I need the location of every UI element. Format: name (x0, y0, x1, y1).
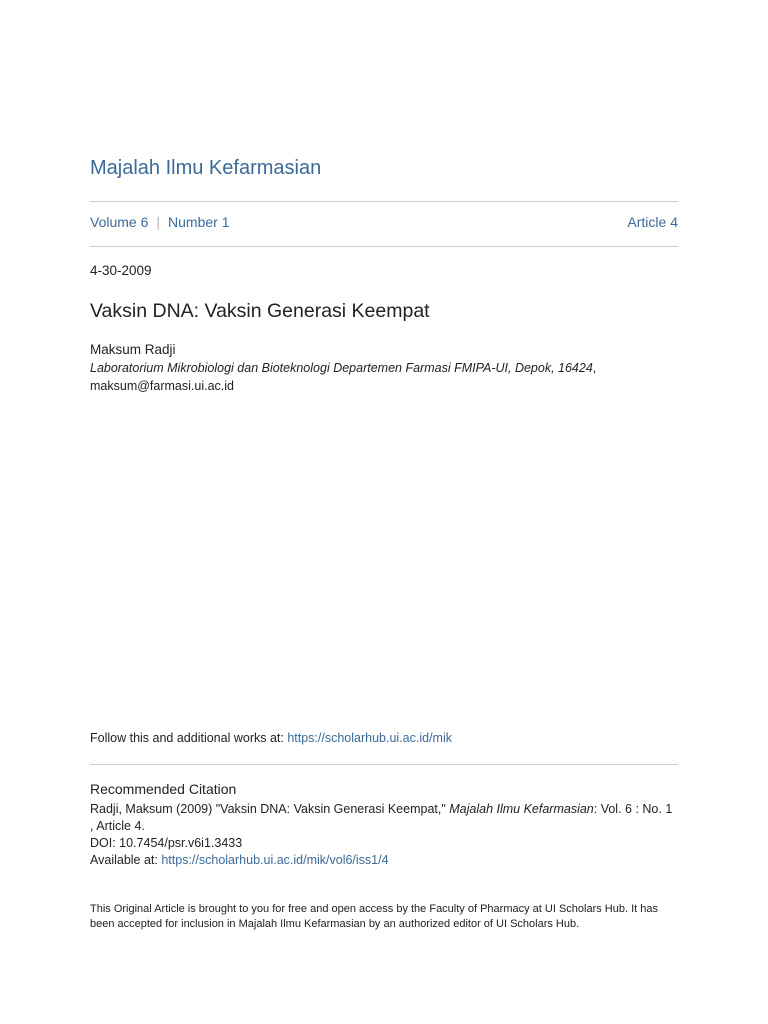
issue-nav (90, 214, 678, 230)
article-title: Vaksin DNA: Vaksin Generasi Keempat (90, 300, 430, 322)
author-name: Maksum Radji (90, 342, 176, 357)
affiliation-separator: , (592, 361, 597, 375)
publication-date: 4-30-2009 (90, 263, 152, 278)
divider-top (90, 201, 678, 202)
citation-doi: DOI: 10.7454/psr.v6i1.3433 (90, 836, 243, 850)
available-link[interactable]: https://scholarhub.ui.ac.id/mik/vol6/iss1/4 (161, 853, 389, 867)
citation-block (90, 801, 678, 869)
citation-heading: Recommended Citation (90, 781, 237, 797)
follow-link[interactable]: https://scholarhub.ui.ac.id/mik (287, 731, 452, 745)
follow-line (90, 731, 452, 745)
follow-text: Follow this and additional works at: (90, 731, 288, 745)
available-label: Available at: (90, 853, 162, 867)
citation-journal: Majalah Ilmu Kefarmasian (449, 802, 594, 816)
divider-bottom (90, 246, 678, 247)
breadcrumb-separator: | (156, 214, 161, 230)
article-number-link[interactable]: Article 4 (627, 214, 678, 230)
citation-suffix: : Vol. 6 : No. 1 , Article 4. (90, 802, 673, 833)
volume-link[interactable]: Volume 6 (90, 214, 149, 230)
journal-title-link[interactable]: Majalah Ilmu Kefarmasian (90, 157, 322, 179)
access-note: This Original Article is brought to you for free and open access by the Faculty of Pharmacy at UI Scholars Hub. It has been accepted for inclusion in Majalah Ilmu Kefarmasian by an authorized editor of UI Scholars Hub. (90, 903, 658, 930)
author-email: maksum@farmasi.ui.ac.id (90, 378, 234, 393)
author-affiliation: Laboratorium Mikrobiologi dan Bioteknologi Departemen Farmasi FMIPA-UI, Depok, 16424 (90, 361, 593, 375)
issue-breadcrumb (90, 214, 229, 230)
citation-prefix: Radji, Maksum (2009) "Vaksin DNA: Vaksin Generasi Keempat," (90, 802, 450, 816)
number-link[interactable]: Number 1 (168, 214, 230, 230)
divider-citation (90, 764, 678, 765)
author-affiliation-block (90, 360, 678, 395)
